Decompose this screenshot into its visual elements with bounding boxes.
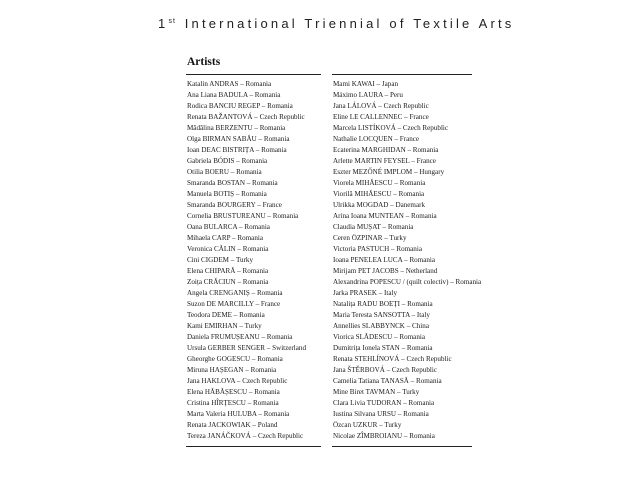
artist-list-item: Mihaela CARP – Romania [187, 234, 263, 242]
artist-list-item: Arlette MARTIN FEYSEL – France [333, 157, 436, 165]
artist-list-item: Cini CIGDEM – Turky [187, 256, 254, 264]
artist-list-item: Ulrikka MOGDAD – Danemark [333, 201, 426, 209]
artist-list-item: Eszter MEZŐNÉ IMPLOM – Hungary [333, 168, 445, 176]
artist-list-item: Natalița RADU BOEȚI – Romania [333, 300, 433, 308]
artist-list-item: Mirijam PET JACOBS – Netherland [333, 267, 438, 275]
page-header [158, 16, 515, 31]
artist-list-item: Elena HĂBĂȘESCU – Romania [187, 388, 280, 396]
artist-list-item: Gabriela BÓDIS – Romania [187, 157, 268, 165]
artist-list-item: Manuela BOTIȘ – Romania [187, 190, 267, 198]
artist-list-item: Annellies SLABBYNCK – China [333, 322, 429, 330]
bottom-rule-left [186, 446, 321, 447]
artist-list-item: Smaranda BOURGERY – France [187, 201, 282, 209]
artist-list-item: Ioana PENELEA LUCA – Romania [333, 256, 436, 264]
top-rule-right [332, 74, 472, 75]
artist-list-item: Cristina HÎRȚESCU – Romania [187, 399, 279, 407]
artist-list-item: Gheorghe GOGESCU – Romania [187, 355, 283, 363]
artist-list-item: Oana BULARCA – Romania [187, 223, 270, 231]
artist-list-item: Teodora DEME – Romania [187, 311, 265, 319]
artist-list-item: Maria Teresta SANSOTTA – Italy [333, 311, 430, 319]
artists-list-left [187, 79, 306, 442]
artist-list-item: Iustina Silvana URSU – Romania [333, 410, 429, 418]
artist-list-item: Viorilă MIHĂESCU – Romania [333, 190, 425, 198]
artist-list-item: Katalin ANDRAS – Romania [187, 80, 272, 88]
artist-list-item: Otilia BOERU – Romania [187, 168, 262, 176]
artist-list-item: Ioan DEAC BISTRIȚA – Romania [187, 146, 287, 154]
artist-list-item: Ursula GERBER SENGER – Switzerland [187, 344, 307, 352]
header-ordinal-suffix: st [168, 17, 176, 25]
artist-list-item: Veronica CĂLIN – Romania [187, 245, 269, 253]
header-ordinal-number: 1 [158, 16, 169, 31]
artist-list-item: Elena CHIPARĂ – Romania [187, 267, 269, 275]
artist-list-item: Cornelia BRUSTUREANU – Romania [187, 212, 299, 220]
artist-list-item: Olga BIRMAN SABĂU – Romania [187, 135, 290, 143]
artist-list-item: Eline LE CALLENNEC – France [333, 113, 429, 121]
artists-list-right [333, 79, 481, 442]
artist-list-item: Jana ŠTĚRBOVÁ – Czech Republic [333, 366, 438, 374]
artist-list-item: Nicolae ZÎMBROIANU – Romania [333, 432, 435, 440]
artist-list-item: Camelia Tatiana TANASĂ – Romania [333, 377, 442, 385]
artist-list-item: Nathalie LOCQUEN – France [333, 135, 420, 143]
artist-list-item: Clara Livia TUDORAN – Romania [333, 399, 435, 407]
artist-list-item: Renata JACKOWIAK – Poland [187, 421, 278, 429]
bottom-rule-right [332, 446, 472, 447]
artist-list-item: Victoria PASTUCH – Romania [333, 245, 422, 253]
artist-list-item: Mine Biret TAVMAN – Turky [333, 388, 420, 396]
artist-list-item: Marta Valeria HULUBA – Romania [187, 410, 290, 418]
artist-list-item: Marcela LISTÍKOVÁ – Czech Republic [333, 124, 449, 132]
artist-list-item: Ecaterina MARGHIDAN – Romania [333, 146, 439, 154]
artist-list-item: Ceren ÖZPINAR – Turky [333, 234, 407, 242]
artist-list-item: Jana HAKLOVA – Czech Republic [187, 377, 288, 385]
artist-list-item: Angela CRENGANIȘ – Romania [187, 289, 283, 297]
artist-list-item: Suzon DE MARCILLY – France [187, 300, 281, 308]
artist-list-item: Viorela MIHĂESCU – Romania [333, 179, 426, 187]
artist-list-item: Dumitrița Ionela STAN – Romania [333, 344, 433, 352]
artist-list-item: Claudia MUȘAT – Romania [333, 223, 414, 231]
artist-list-item: Zoița CRĂCIUN – Romania [187, 278, 269, 286]
artist-list-item: Kami EMIRHAN – Turky [187, 322, 262, 330]
artist-list-item: Viorica SLĂDESCU – Romania [333, 333, 425, 341]
top-rule-left [186, 74, 321, 75]
header-title: International Triennial of Textile Arts [184, 16, 515, 31]
artist-list-item: Daniela FRUMUȘEANU – Romania [187, 333, 293, 341]
artist-list-item: Mami KAWAI – Japan [333, 80, 399, 88]
artist-list-item: Mădălina BERZENTU – Romania [187, 124, 286, 132]
artist-list-item: Alexandrina POPESCU / (quilt colectiv) – Romania [333, 278, 482, 286]
artist-list-item: Rodica BANCIU REGEP – Romania [187, 102, 293, 110]
artist-list-item: Smaranda BOSTAN – Romania [187, 179, 278, 187]
artist-list-item: Jarka PRASEK – Italy [333, 289, 398, 297]
artist-list-item: Miruna HAȘEGAN – Romania [187, 366, 277, 374]
artist-list-item: Özcan UZKUR – Turky [333, 421, 402, 429]
artist-list-item: Jana LÁLOVÁ – Czech Republic [333, 102, 429, 110]
artist-list-item: Tereza JANÁČKOVÁ – Czech Republic [187, 432, 304, 440]
artist-list-item: Renata STEHLÍNOVÁ – Czech Republic [333, 355, 452, 363]
artist-list-item: Arina Ioana MUNTEAN – Romania [333, 212, 437, 220]
section-title: Artists [187, 56, 221, 68]
artist-list-item: Máximo LAURA – Peru [333, 91, 403, 99]
artist-list-item: Ana Liana BADULA – Romania [187, 91, 281, 99]
artist-list-item: Renata BAŽANTOVÁ – Czech Republic [187, 113, 305, 121]
